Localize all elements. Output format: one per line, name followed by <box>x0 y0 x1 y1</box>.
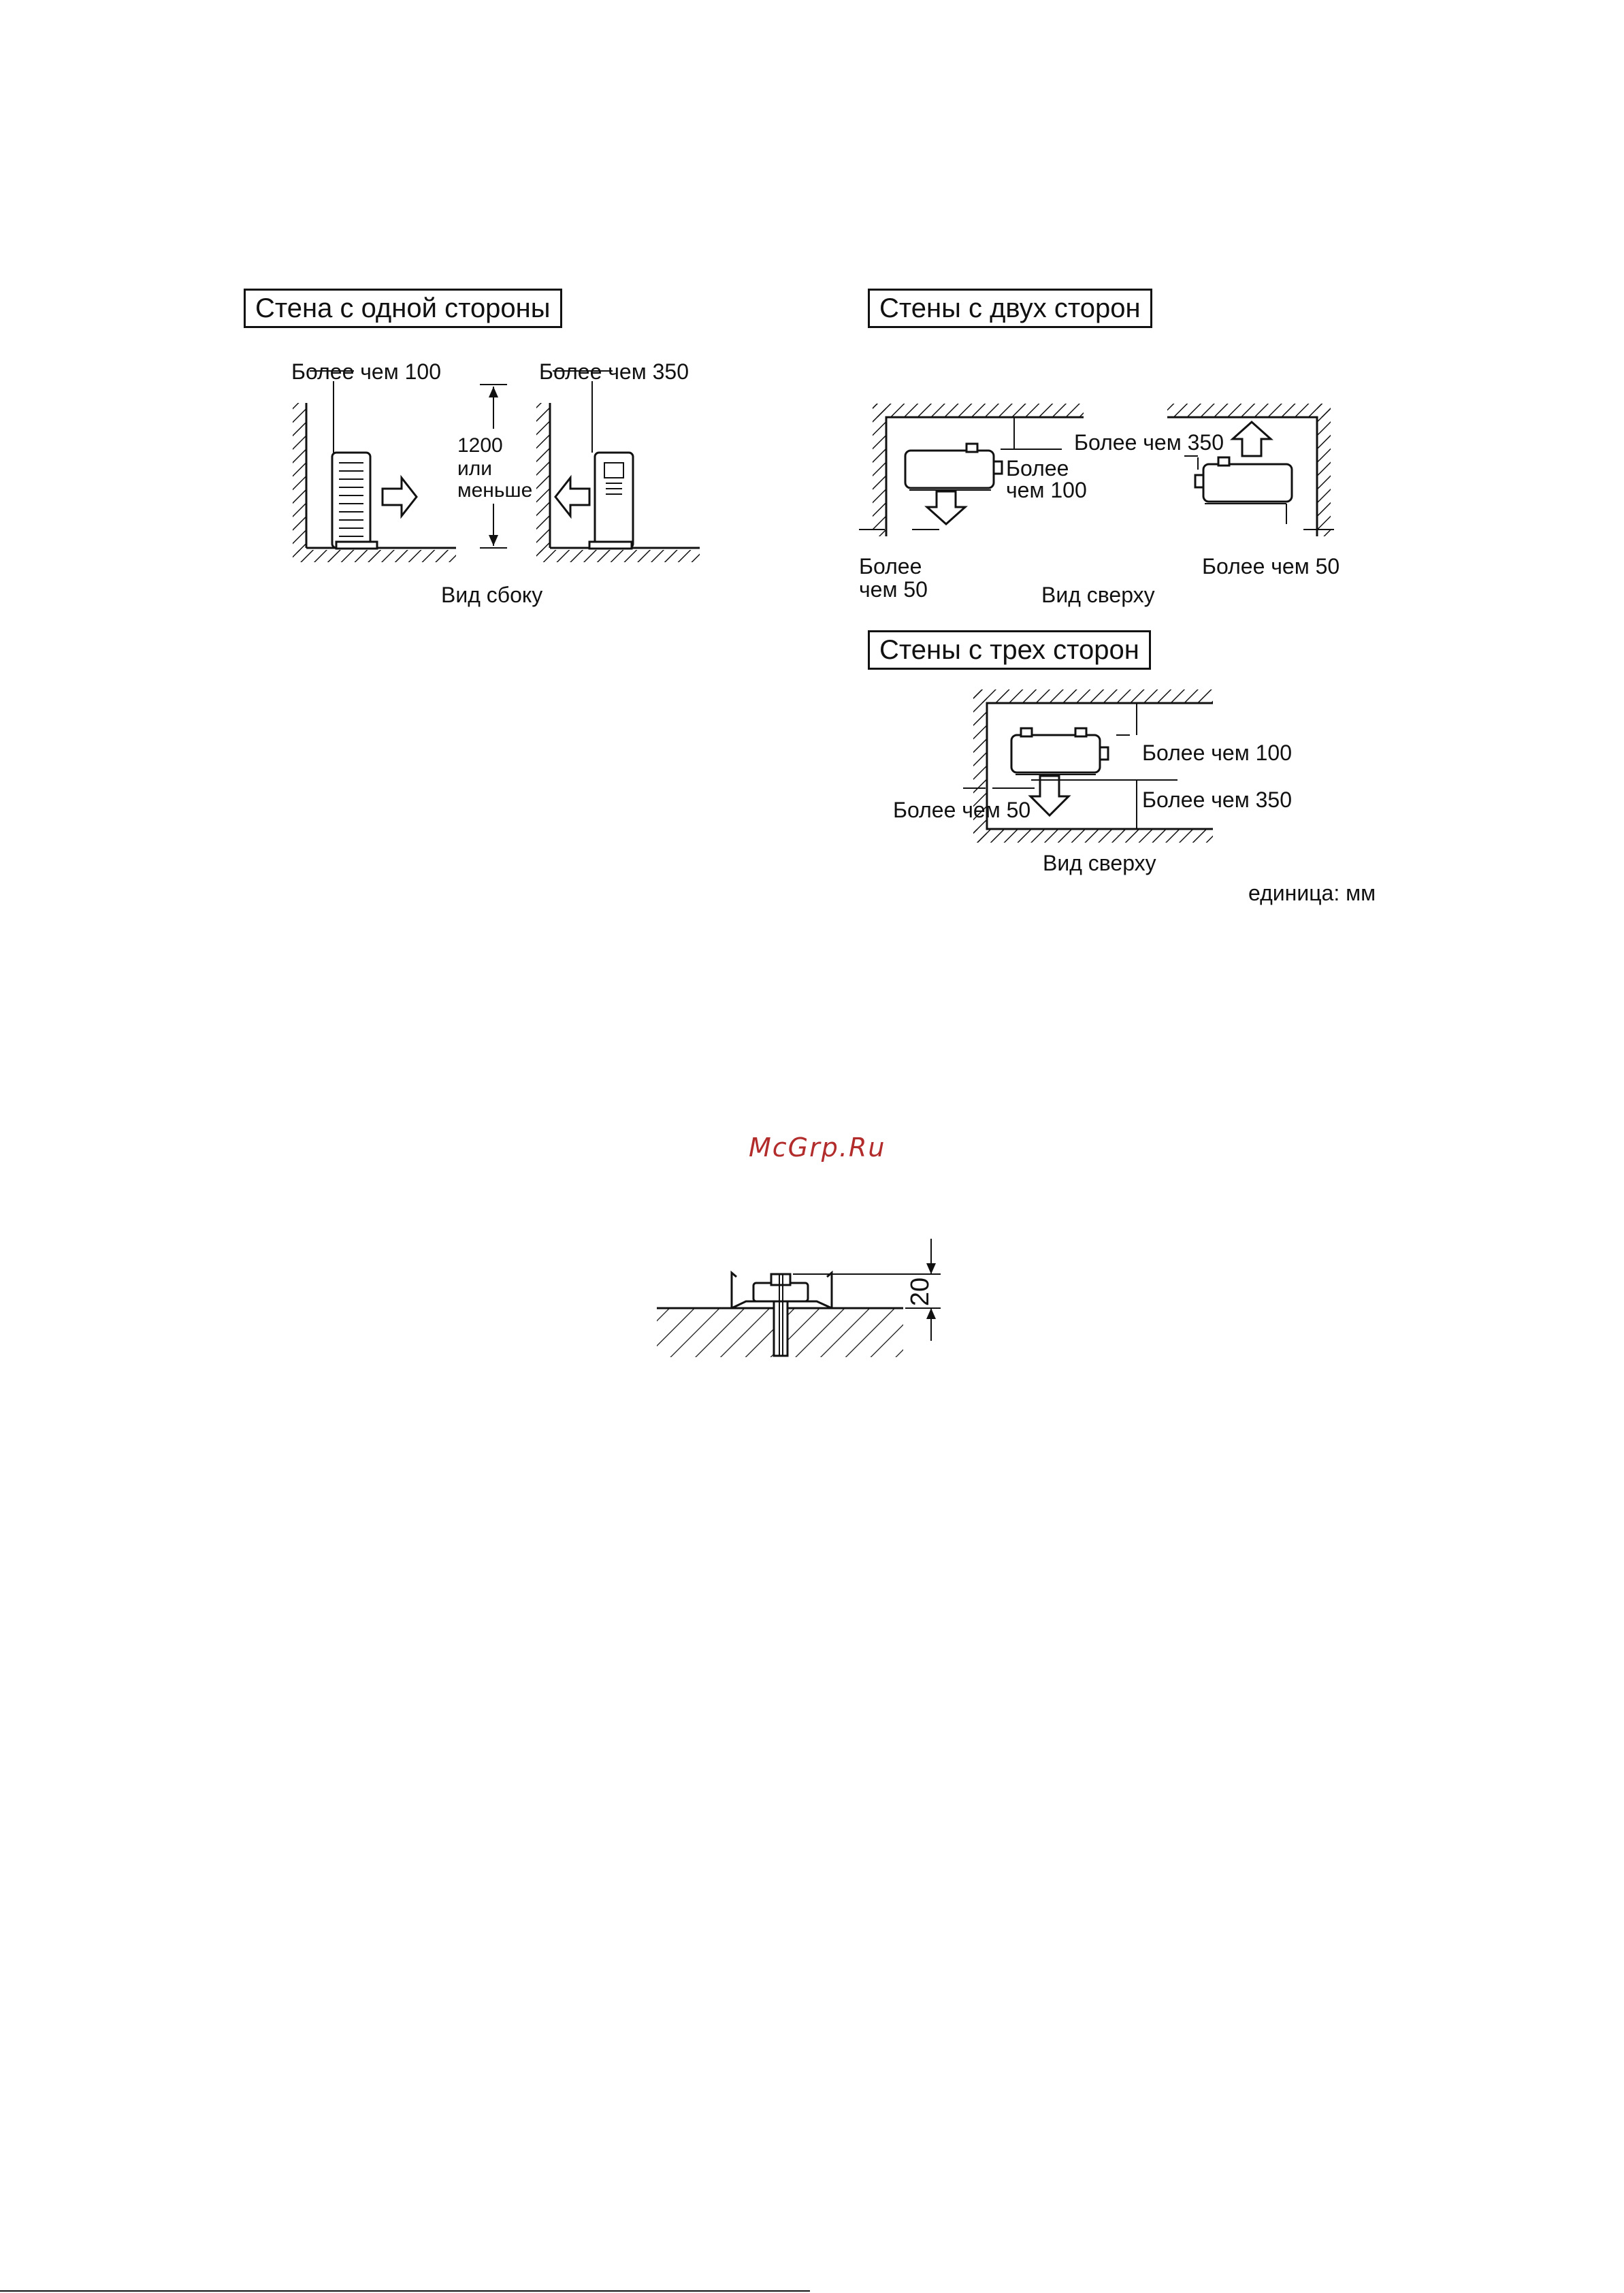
one-side-wall-left-diagram <box>293 371 456 562</box>
bolt-dimension-20: 20 <box>906 1277 935 1307</box>
label-three-sides-clear-50: Более чем 50 <box>893 798 1031 822</box>
label-height-less: меньше <box>457 479 533 502</box>
title-one-side-wall: Стена с одной стороны <box>244 289 562 328</box>
caption-top-view-two-sides: Вид сверху <box>1041 583 1155 607</box>
label-two-sides-left-more: Более <box>859 554 922 579</box>
label-two-sides-right-50: Более чем 50 <box>1202 554 1340 579</box>
caption-side-view: Вид сбоку <box>441 583 543 607</box>
label-three-sides-clear-100: Более чем 100 <box>1142 741 1292 765</box>
label-height-1200: 1200 <box>457 434 503 457</box>
title-three-sides-walls: Стены с трех сторон <box>868 630 1151 670</box>
label-two-sides-clear-350: Более чем 350 <box>1074 430 1224 455</box>
label-two-sides-left-50: чем 50 <box>859 577 928 602</box>
label-two-sides-more: Более <box>1006 456 1069 481</box>
one-side-wall-right-diagram <box>536 371 700 562</box>
watermark: McGrp.Ru <box>749 1133 886 1162</box>
label-one-side-clear-100: Более чем 100 <box>291 359 441 384</box>
label-height-or: или <box>457 457 493 480</box>
two-sides-right-diagram <box>1167 404 1334 536</box>
label-one-side-clear-350: Более чем 350 <box>539 359 689 384</box>
label-three-sides-clear-350: Более чем 350 <box>1142 787 1292 812</box>
title-two-sides-walls: Стены с двух сторон <box>868 289 1152 328</box>
label-two-sides-100: чем 100 <box>1006 478 1087 502</box>
anchor-bolt-detail <box>657 1239 941 1357</box>
caption-top-view-three-sides: Вид сверху <box>1043 851 1156 875</box>
unit-note: единица: мм <box>1248 881 1376 905</box>
